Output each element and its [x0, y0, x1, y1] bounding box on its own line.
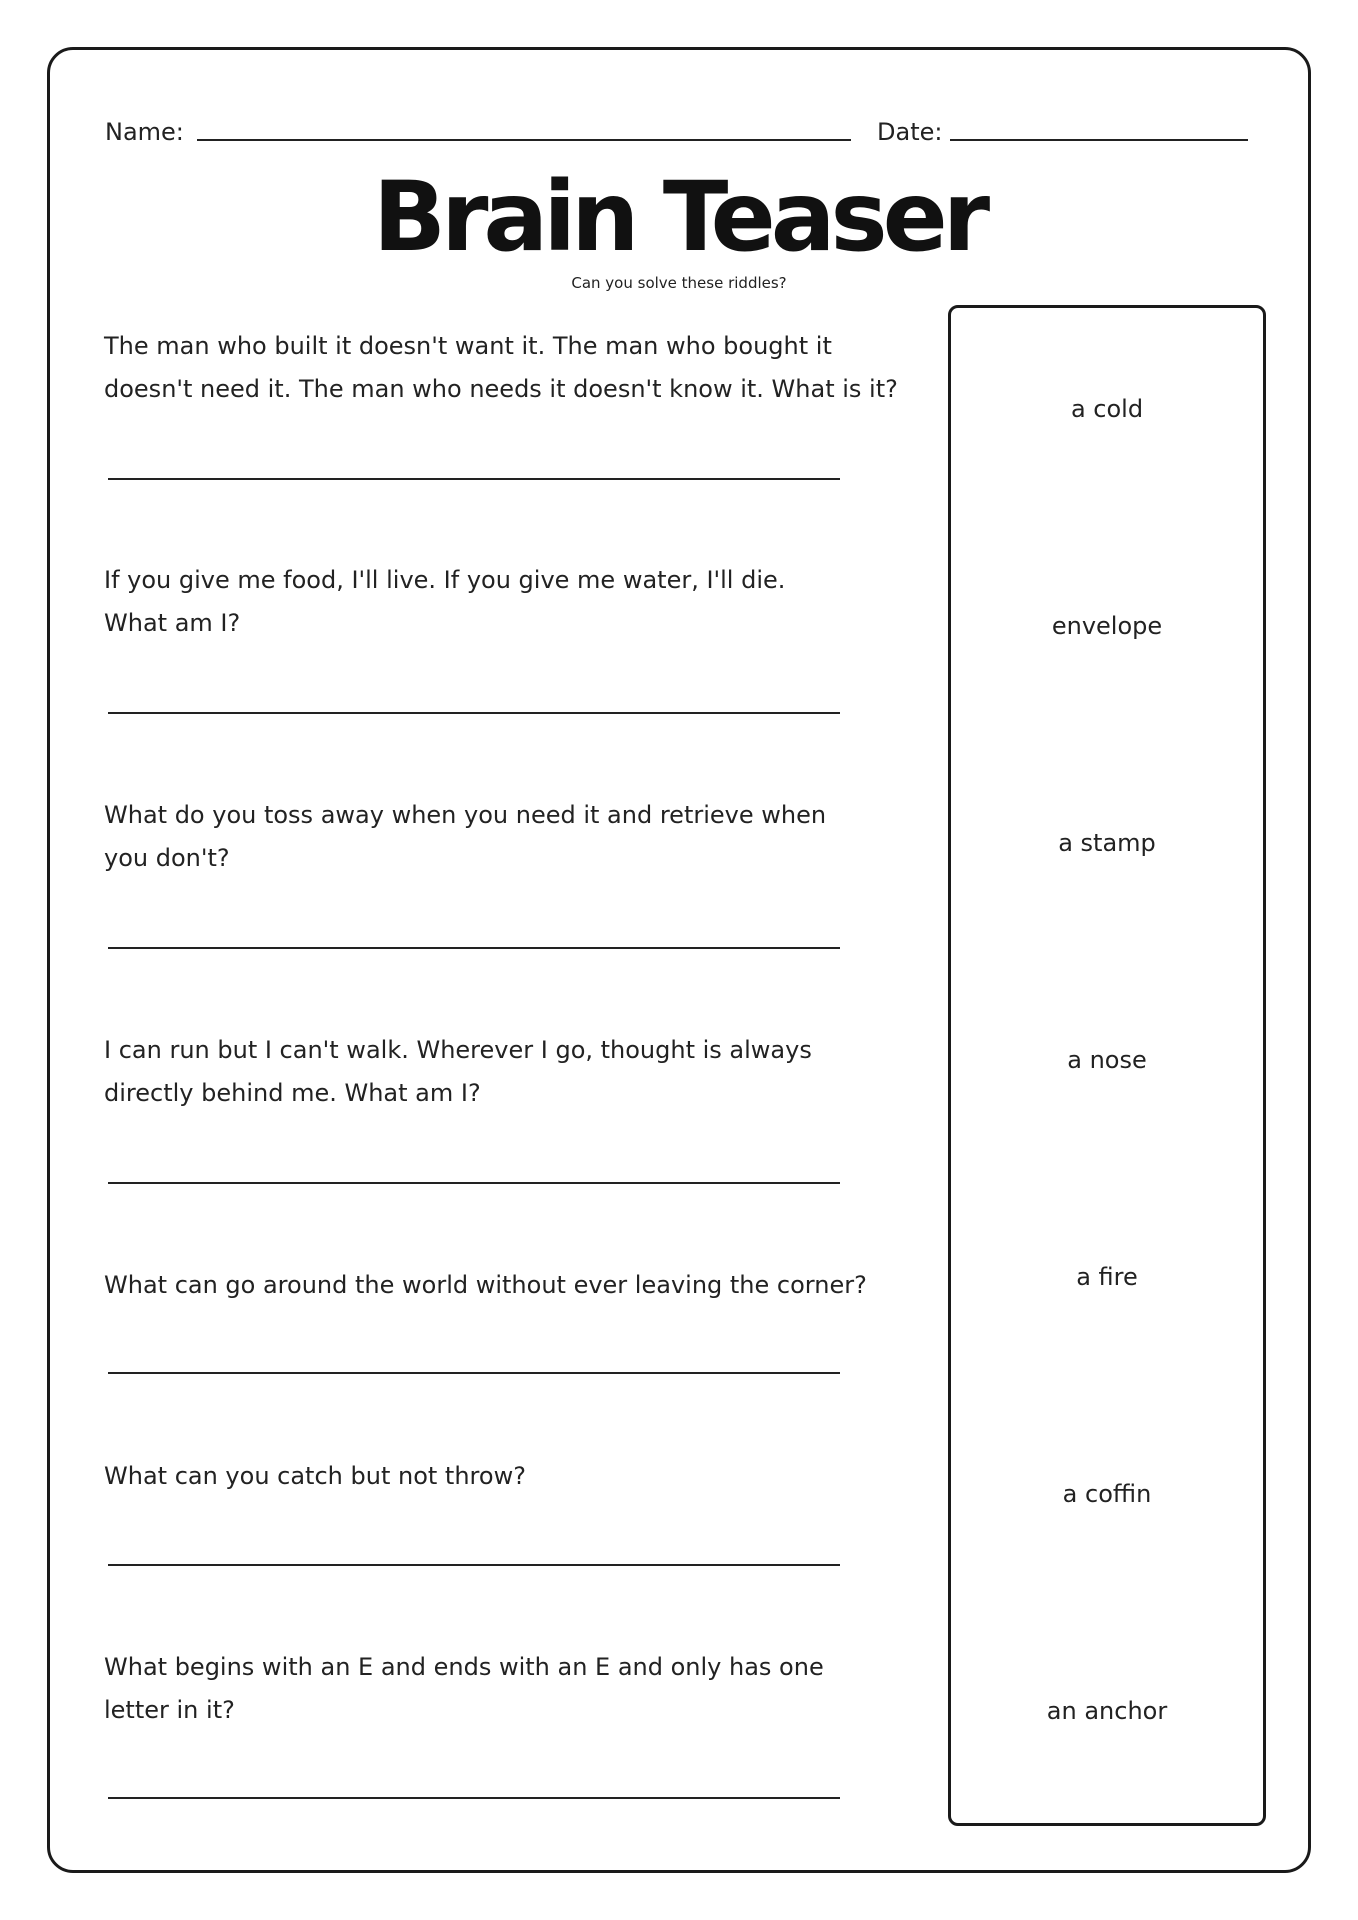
- riddle-4: [104, 1029, 934, 1115]
- word-bank-item: an anchor: [1046, 1697, 1168, 1725]
- word-bank-item: a stamp: [1058, 829, 1156, 857]
- word-bank-item: a coffin: [1062, 1480, 1152, 1508]
- answer-line-4[interactable]: [108, 1182, 840, 1184]
- name-label: Name:: [105, 118, 184, 146]
- riddle-text: What can you catch but not throw?: [104, 1462, 526, 1490]
- riddle-5: [104, 1264, 934, 1307]
- riddle-text: you don't?: [104, 844, 230, 872]
- answer-line-1[interactable]: [108, 478, 840, 480]
- riddle-text: The man who built it doesn't want it. The man who bought it: [104, 332, 832, 360]
- word-bank-item: a cold: [1070, 395, 1144, 423]
- word-bank-item: a fire: [1076, 1263, 1138, 1291]
- riddle-text: directly behind me. What am I?: [104, 1079, 481, 1107]
- date-field[interactable]: [950, 139, 1248, 141]
- page-subtitle: Can you solve these riddles?: [571, 274, 787, 292]
- riddle-text: What am I?: [104, 609, 241, 637]
- page-title: Brain Teaser: [372, 161, 986, 273]
- answer-line-7[interactable]: [108, 1797, 840, 1799]
- answer-line-3[interactable]: [108, 947, 840, 949]
- riddle-text: letter in it?: [104, 1696, 235, 1724]
- riddle-text: What can go around the world without ever leaving the corner?: [104, 1271, 867, 1299]
- riddle-2: [104, 559, 934, 645]
- word-bank-item: a nose: [1067, 1046, 1147, 1074]
- answer-line-2[interactable]: [108, 712, 840, 714]
- answer-line-5[interactable]: [108, 1372, 840, 1374]
- riddle-3: [104, 794, 934, 880]
- riddle-text: If you give me food, I'll live. If you give me water, I'll die.: [104, 566, 786, 594]
- riddle-text: What do you toss away when you need it and retrieve when: [104, 801, 827, 829]
- riddle-text: doesn't need it. The man who needs it doesn't know it. What is it?: [104, 375, 898, 403]
- riddle-1: [104, 325, 934, 411]
- date-label: Date:: [877, 118, 943, 146]
- riddle-6: [104, 1455, 934, 1498]
- riddle-7: [104, 1646, 934, 1732]
- word-bank-item: envelope: [1051, 612, 1163, 640]
- riddle-text: What begins with an E and ends with an E and only has one: [104, 1653, 824, 1681]
- name-field[interactable]: [197, 139, 851, 141]
- riddle-text: I can run but I can't walk. Wherever I go, thought is always: [104, 1036, 812, 1064]
- answer-line-6[interactable]: [108, 1564, 840, 1566]
